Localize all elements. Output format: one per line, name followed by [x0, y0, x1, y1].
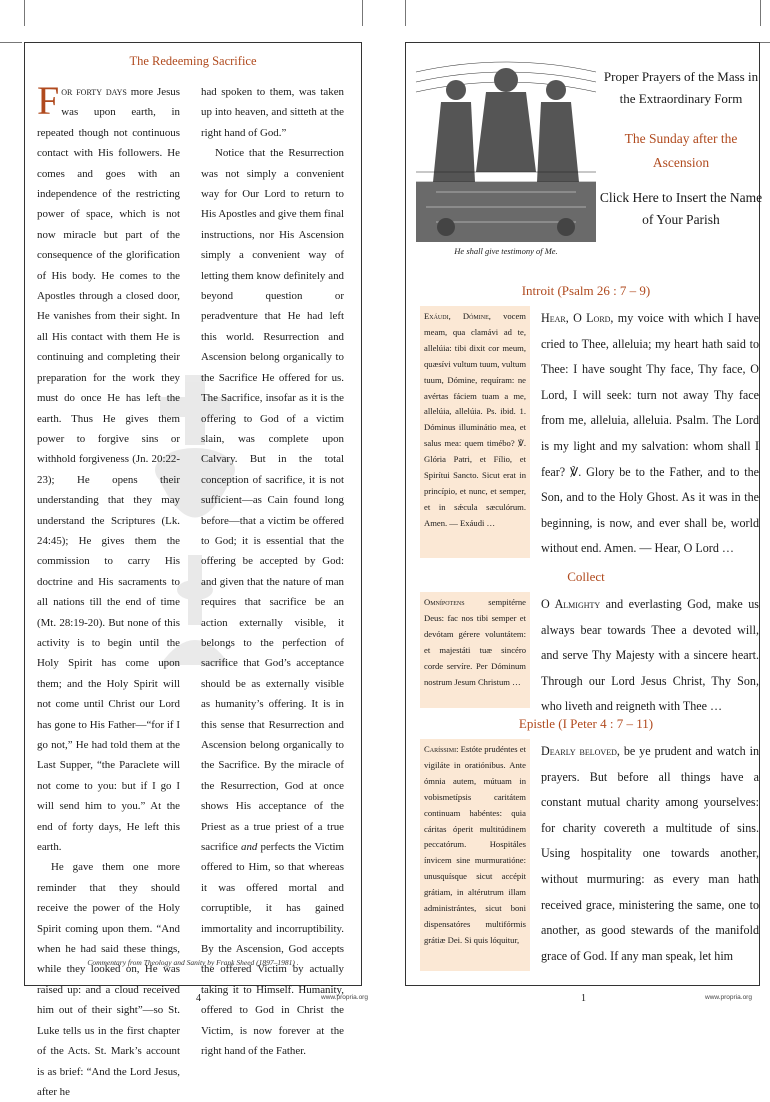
lead-in: or forty days — [61, 86, 127, 98]
parish-name-link[interactable]: Click Here to Insert the Name of Your Parish — [599, 190, 763, 227]
latin-text: vocem meam, qua clamávi ad te, allelúia: tibi dixit cor meum, quæsívi vultum tuum, vultum tuum, Dómine, requíram: ne avértas fáciem tuam a me, allelúia, allelúia. Ps. ibid. 1. Dóminus illuminátio mea, et salus mea: quem timébo? ℣. Glória Patri, et Fílio, et Spirítui Sancto. Sicut erat in princípio, et nunc, et semper, et in sǽcula sæculórum. Amen. — Exáudi … — [424, 311, 526, 528]
english-text: be ye prudent and watch in prayers. But before all things have a constant mutual charity among yourselves: for charity covereth a multitude of sins. Using hospitality one towards another, without murmuring: as every man hath received grace, ministering the same, one to another, as good stewards of the manifold grace of God. If any man speak, let him — [541, 744, 759, 963]
crop-mark — [362, 0, 363, 26]
left-page-title: The Redeeming Sacrifice — [129, 54, 257, 68]
commentary-column-1 — [37, 78, 180, 1102]
lead-in: Hear, O Lord, — [541, 311, 614, 325]
epistle-latin — [420, 739, 530, 971]
epistle-heading: Epistle (I Peter 4 : 7 – 11) — [518, 716, 654, 731]
lead-in: Exáudi, Dómine, — [424, 311, 491, 321]
english-text: and everlasting God, make us always bear towards Thee a devoted will, and serve Thy Majesty with a sincere heart. Through our Lord Jesus Christ, Thy Son, who liveth and reigneth with Thee … — [541, 597, 759, 714]
crop-mark — [24, 0, 25, 26]
page-number: 1 — [581, 993, 586, 1004]
commentary-text: Notice that the Resurrection was not simply a convenient way for Our Lord to return to His Apostles and give them final instructions, nor His Ascension simply a convenient way of letting them know definitely and beyond question or peradventure that He had left this world. Resurrection and Ascension belong organically to the Sacrifice He offered for us. The Sacrifice, insofar as it is the offering to God of a victim slain, was complete upon Calvary. But in the total conception of sacrifice, it is not sufficient—as Cain found long before—that a victim be offered to God; it is essential that the offering be accepted by God: and given that the nature of man requires that sacrifice be an action externally visible, it belongs to the perfection of sacrifice that God’s acceptance should be as externally visible as humanity’s offering. It is in this sense that Resurrection and Ascension belong organically to the Sacrifice. By the miracle of the Resurrection, God at once shows His acceptance of the Priest as a true priest of a true sacrifice — [201, 147, 344, 854]
lead-in: Omnípotens — [424, 597, 465, 607]
lead-in: O Almighty — [541, 597, 601, 611]
collect-latin — [420, 592, 530, 708]
introit-latin — [420, 306, 530, 558]
latin-text: sempitérne Deus: fac nos tibi semper et devótam gérere voluntátem: et majestáti tuæ sincéro corde servíre. Per Dóminum nostrum Jesum Christum … — [424, 597, 526, 687]
right-page — [385, 0, 770, 1024]
introit-english — [541, 306, 759, 562]
introit-heading: Introit (Psalm 26 : 7 – 9) — [521, 283, 651, 298]
latin-text: Estóte prudéntes et vigiláte in oratiónibus. Ante ómnia autem, mútuam in vobismetípsis caritátem continuam habéntes: quia cáritas óperit multitúdinem peccatórum. Hospitáles ínvicem sine murmuratióne: unusquísque sicut accépit grátiam, in altérutrum illam administrántes, sicut boni dispensatóres multifórmis grátiæ Dei. Si quis lóquitur, — [424, 744, 527, 945]
ascension-engraving-image — [416, 52, 596, 242]
commentary-paragraph: had spoken to them, was taken up into heaven, and sitteth at the right hand of God.” — [201, 86, 344, 139]
website-link[interactable]: www.propria.org — [705, 994, 752, 1001]
left-page — [0, 0, 385, 1098]
commentary-paragraph: He gave them one more reminder that they should receive the power of the Holy Spirit coming upon them. “And when he had said these things, while they looked on, He was raised up: and a cloud received him out of their sight”—so St. Luke tells us in the first chapter of the Acts. St. Mark’s account is as brief: “And the Lord Jesus, after he — [37, 861, 180, 1098]
commentary-credit: Commentary from Theology and Sanity by Frank Sheed (1897–1981) . — [87, 958, 299, 967]
crop-mark — [0, 42, 22, 43]
commentary-text: perfects the Victim offered to Him, so that whereas it was offered mortal and corruptible, it has gained immortality and incorruptibility. By the Ascension, God accepts the offered Victim by actually taking it to Himself. Humanity, offered to God in Christ the Victim, is now forever at the right hand of the Father. — [201, 841, 344, 1058]
commentary-column-2 — [201, 82, 344, 1062]
image-caption: He shall give testimony of Me. — [454, 246, 558, 256]
collect-english — [541, 592, 759, 720]
page-number: 4 — [196, 993, 201, 1004]
commentary-paragraph — [201, 143, 344, 1061]
english-text: my voice with which I have cried to Thee, alleluia; my heart hath said to Thee: I have sought Thy face, Thy face, O Lord, I will seek: turn not away Thy face from me, alleluia, alleluia. Psalm. The Lord is my light and my salvation: whom shall I fear? ℣. Glory be to the Father, and to the Son, and to the Holy Ghost. As it was in the beginning, is now, and ever shall be, world without end. Amen. — Hear, O Lord … — [541, 311, 759, 556]
header-title: Proper Prayers of the Mass in the Extraordinary Form — [603, 69, 759, 106]
crop-mark — [405, 0, 406, 26]
crop-mark — [760, 0, 761, 26]
commentary-paragraph: more Jesus was upon earth, in repeated though not continuous contact with His followers. He comes and goes with an independence of the restricting power of space, which is not now miracle but part of the consequence of the glorification of His body. He comes to the Apostles through a closed door, He vanishes from their sight. In all His contact with them He is continuing and completing their preparation for the work they must do once He has left the earth. Thus He gives them power to forgive sins or withhold forgiveness (Jn. 20:22-23); He opens their understanding that they may understand the Scriptures (Lk. 24:45); He gives them the commission to carry His doctrine and His sacraments to all nations till the end of time (Mt. 28:19-20). But none of this activity is to begin until the Holy Spirit has come upon them; and the Holy Spirit will not come until Christ our Lord has gone to His Father—“for if I go not,” He had told them at the Last Supper, “the Paraclete will not come to you: but if I go I will send him to you.” At the end of forty days, He left this earth. — [37, 86, 180, 854]
lead-in: Caríssimi: — [424, 744, 459, 754]
drop-cap: F — [37, 78, 60, 123]
emphasis-text: and — [241, 841, 258, 854]
epistle-english — [541, 739, 759, 969]
lead-in: Dearly beloved, — [541, 744, 620, 758]
sunday-title: The Sunday after the Ascension — [624, 131, 738, 170]
website-link[interactable]: www.propria.org — [321, 994, 368, 1001]
collect-heading: Collect — [567, 569, 605, 584]
